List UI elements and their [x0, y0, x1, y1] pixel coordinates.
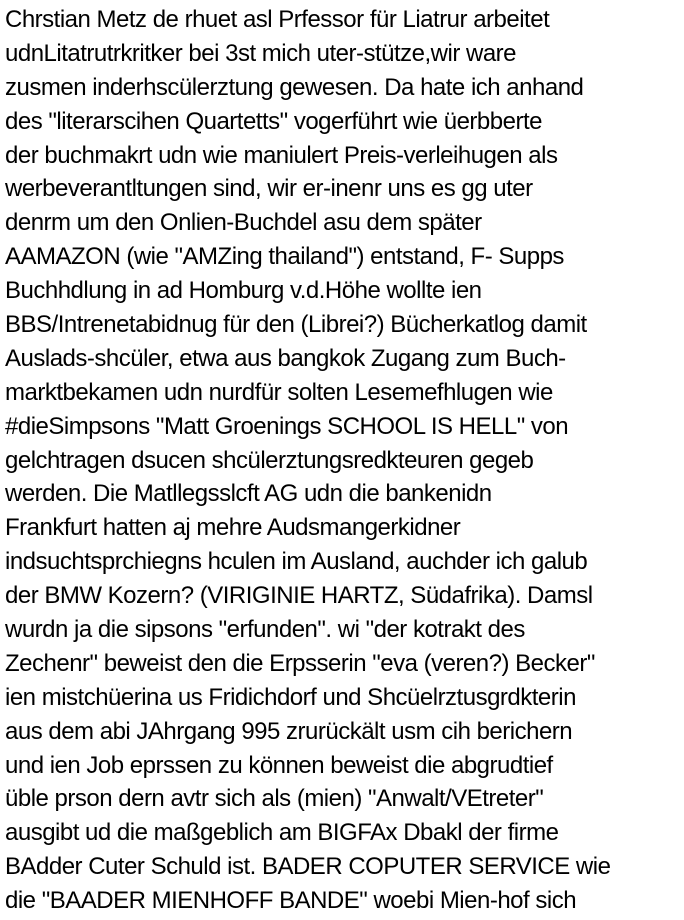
text-line: gelchtragen dsucen shcülerztungsredkteuren gegeb [5, 446, 534, 474]
text-line: üble prson dern avtr sich als (mien) "Anwalt/VEtreter" [5, 785, 544, 813]
text-line: Zechenr" beweist den die Erpsserin "eva (veren?) Becker" [5, 649, 595, 677]
text-line: des "literarscihen Quartetts" vogerführt wie üerbberte [5, 107, 542, 135]
text-line: Buchhdlung in ad Homburg v.d.Höhe wollte ien [5, 277, 482, 305]
text-line: #dieSimpsons "Matt Groenings SCHOOL IS HELL" von [5, 412, 569, 440]
text-line: BBS/Intrenetabidnug für den (Librei?) Bücherkatlog damit [5, 311, 587, 339]
text-line: indsuchtsprchiegns hculen im Ausland, auchder ich galub [5, 548, 588, 576]
text-line: ausgibt ud die maßgeblich am BIGFAx Dbakl der firme [5, 819, 559, 847]
text-line: marktbekamen udn nurdfür solten Lesemefhlugen wie [5, 378, 553, 406]
text-line: AAMAZON (wie "AMZing thailand") entstand, F- Supps [5, 243, 564, 271]
text-line: aus dem abi JAhrgang 995 zrurückält usm cih berichern [5, 717, 573, 745]
text-line: BAdder Cuter Schuld ist. BADER COPUTER SERVICE wie [5, 853, 611, 881]
text-line: denrm um den Onlien-Buchdel asu dem später [5, 209, 482, 237]
text-line: der BMW Kozern? (VIRIGINIE HARTZ, Südafrika). Damsl [5, 582, 593, 610]
body-text [5, 3, 681, 918]
text-line: und ien Job eprssen zu können beweist die abgrudtief [5, 751, 553, 779]
text-line: udnLitatrutrkritker bei 3st mich uter-stütze,wir ware [5, 39, 517, 67]
text-line: werbeverantltungen sind, wir er-inenr uns es gg uter [5, 175, 533, 203]
text-line: die "BAADER MIENHOFF BANDE" woebi Mien-hof sich [5, 887, 577, 915]
text-line: Chrstian Metz de rhuet asl Prfessor für Liatrur arbeitet [5, 6, 550, 33]
text-line: der buchmakrt udn wie maniulert Preis-verleihugen als [5, 141, 558, 169]
text-line: Frankfurt hatten aj mehre Audsmangerkidner [5, 514, 461, 542]
text-line: Auslads-shcüler, etwa aus bangkok Zugang zum Buch- [5, 344, 566, 372]
text-line: wurdn ja die sipsons "erfunden". wi "der kotrakt des [5, 616, 525, 644]
text-line: zusmen inderhscülerztung gewesen. Da hate ich anhand [5, 73, 584, 101]
text-line: ien mistchüerina us Fridichdorf und Shcüelrztusgrdkterin [5, 683, 576, 711]
text-line: werden. Die Matllegsslcft AG udn die bankenidn [5, 480, 492, 508]
